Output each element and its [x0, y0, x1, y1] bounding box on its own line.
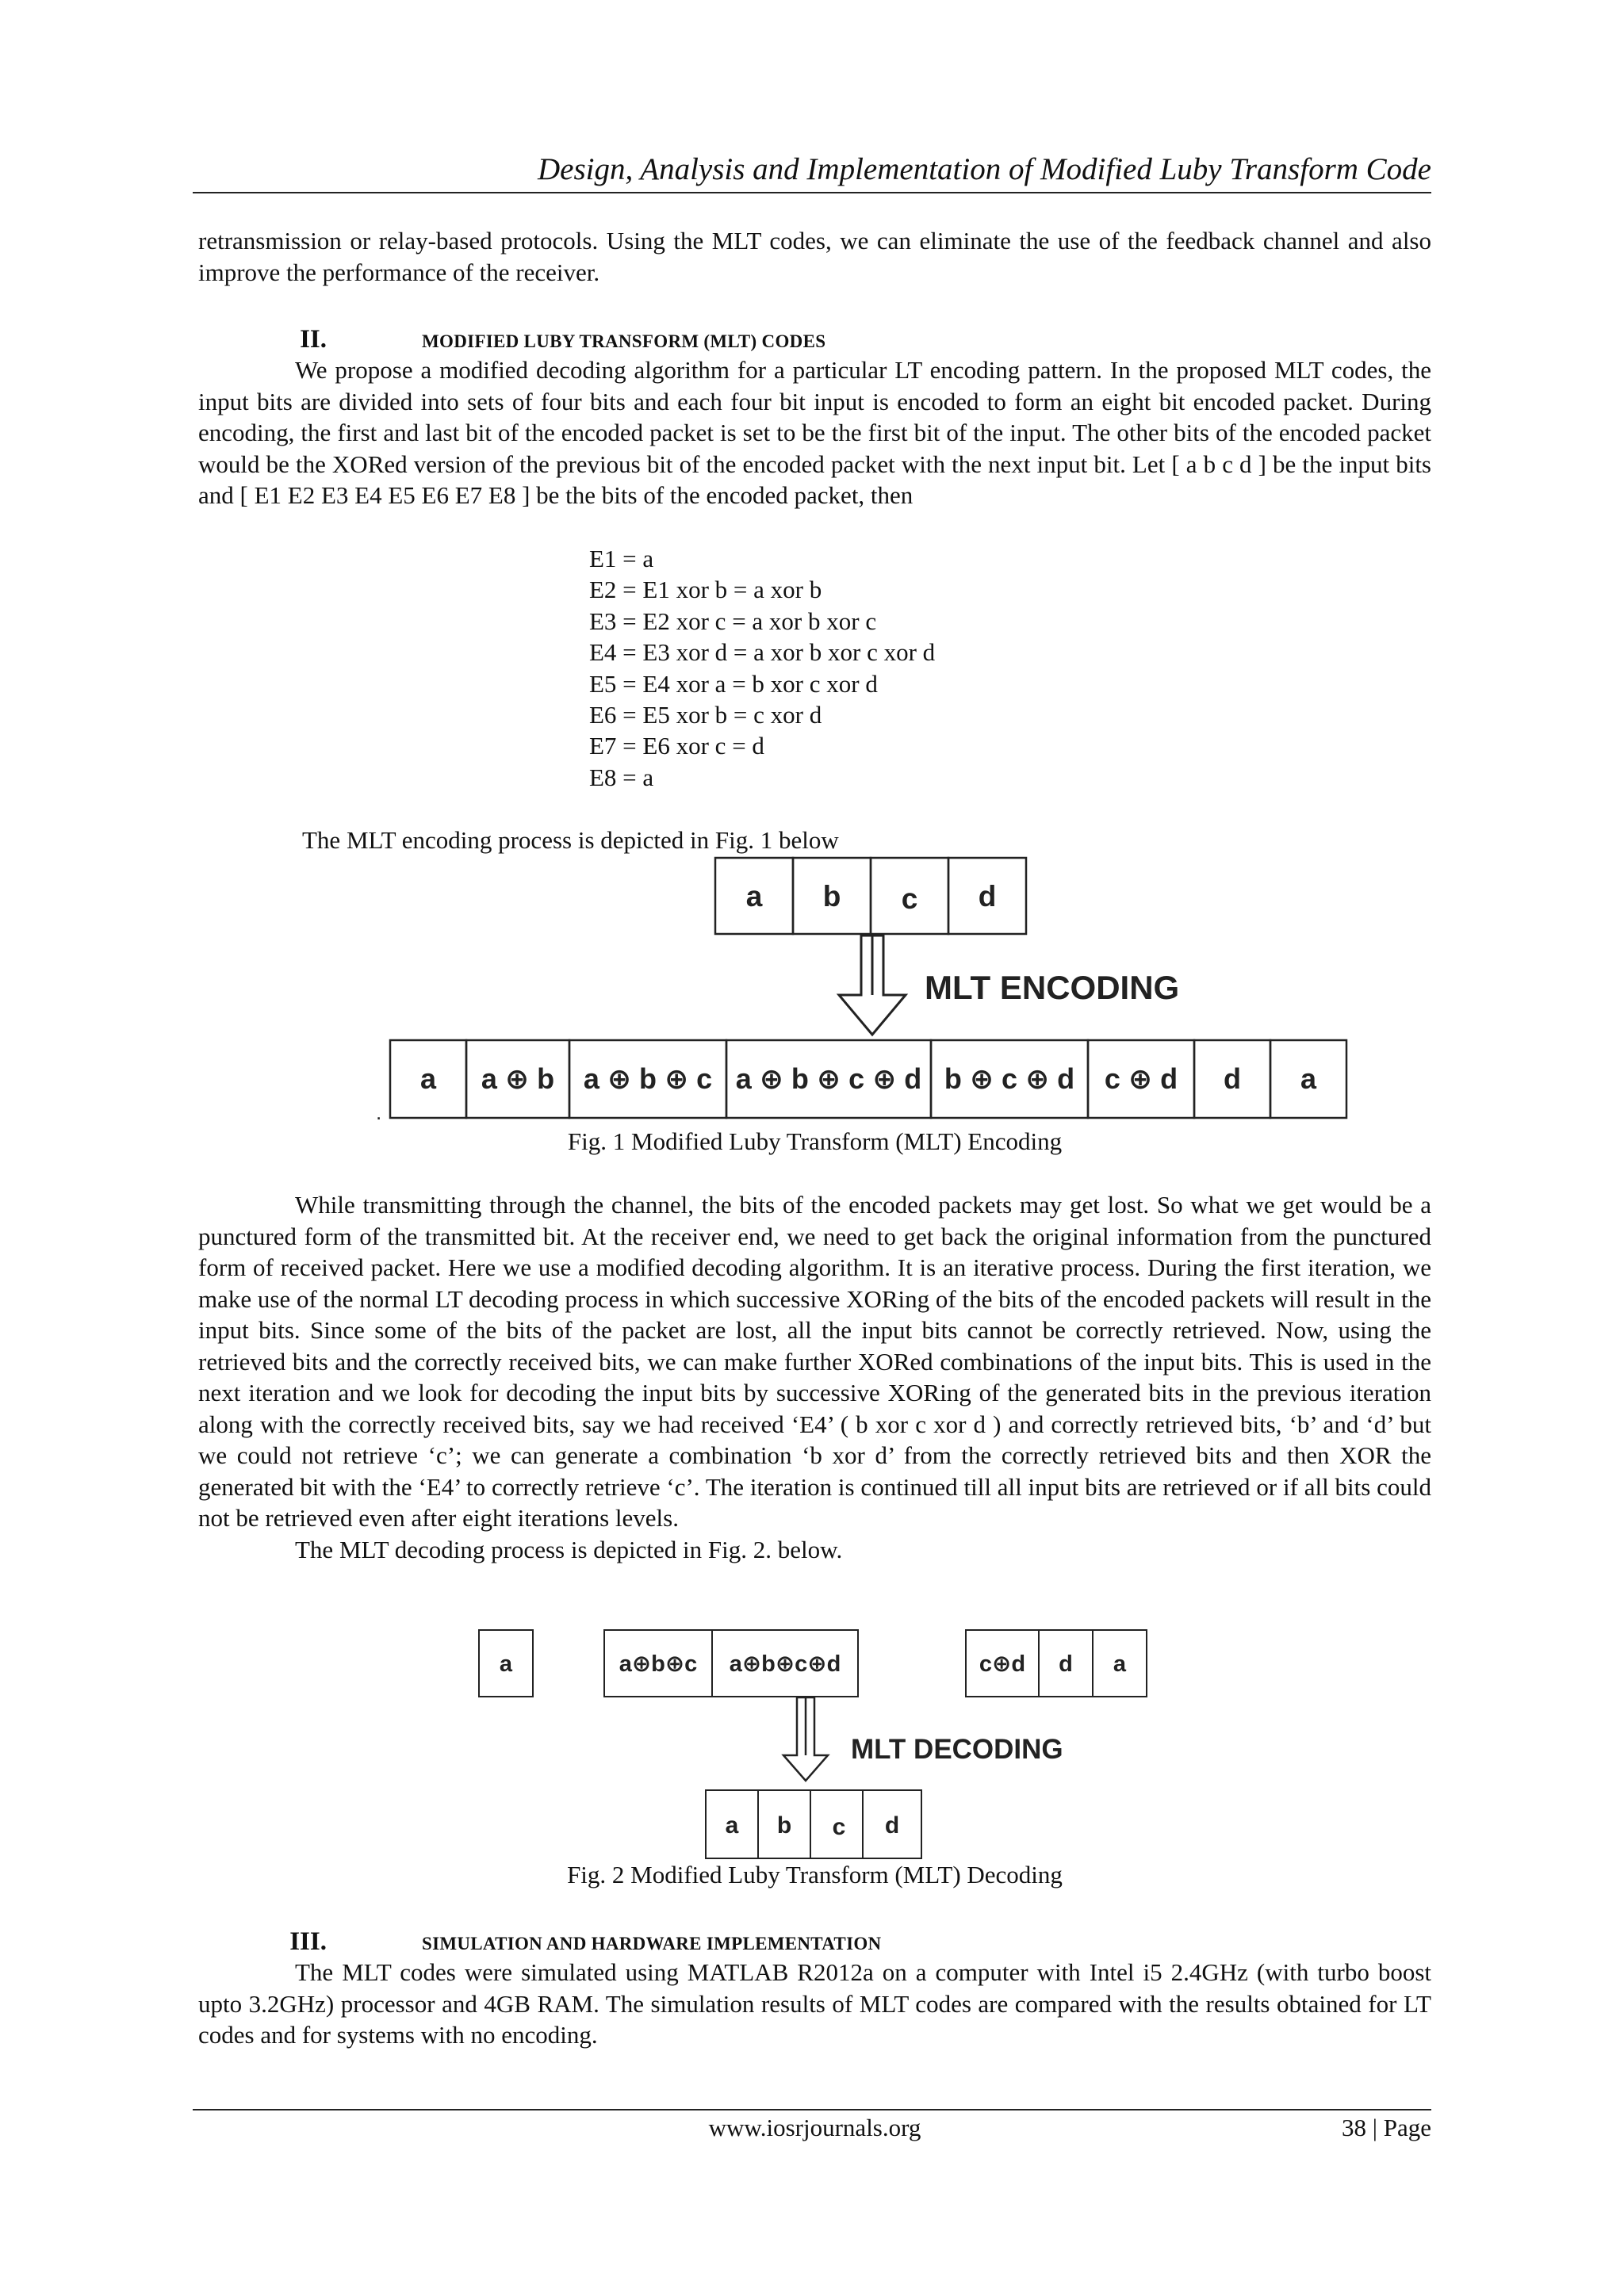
fig2-received-bit: c⊕d [979, 1651, 1026, 1677]
fig2-received-bit: a [499, 1651, 513, 1677]
fig2-decoded-bit: d [884, 1812, 900, 1839]
equation-e1: E1 = a [589, 545, 654, 572]
fig1-label: MLT ENCODING [925, 969, 1180, 1006]
fig2-decoded-bit: b [776, 1812, 792, 1839]
equation-e3: E3 = E2 xor c = a xor b xor c [589, 607, 877, 635]
fig1-input-bit: a [745, 880, 763, 913]
equation-e4: E4 = E3 xor d = a xor b xor c xor d [589, 638, 936, 667]
fig1-encoded-bit: a [1300, 1062, 1317, 1095]
section-2-text: We propose a modified decoding algorithm for a particular LT encoding pattern. In the proposed MLT codes, the input bits are divided into sets of four bits and each four bit input is encoded to form an eight bit encoded packet. During encoding, the first and last bit of the encoded packet is set to be the first bit of the input. The other bits of the encoded packet would be the XORed version of the previous bit of the encoded packet with the next input bit. Let [ a b c d ] be the input bits and [ E1 E2 E3 E4 E5 E6 E7 E8 ] be the bits of the encoded packet, then [198, 356, 1431, 509]
equation-e2: E2 = E1 xor b = a xor b [589, 576, 822, 604]
fig2-received-bit: d [1059, 1651, 1073, 1677]
footer-rule [193, 2109, 1431, 2110]
fig2-decoded-bit: a [725, 1812, 739, 1839]
equation-e8: E8 = a [589, 763, 654, 791]
fig2-received-bit: a [1113, 1651, 1127, 1677]
intro-text: retransmission or relay-based protocols. Using the MLT codes, we can eliminate the use of the feedback channel and also improve the performance of the receiver. [198, 227, 1431, 286]
fig1-encoded-bit: a [419, 1062, 437, 1095]
fig1-caption: Fig. 1 Modified Luby Transform (MLT) Encoding [567, 1127, 1063, 1155]
fig1-encoded-bit: d [1224, 1062, 1241, 1095]
fig1-encoded-bit: a ⊕ b ⊕ c ⊕ d [735, 1062, 922, 1095]
section-3-paragraph [198, 1957, 1431, 2051]
running-title: Design, Analysis and Implementation of Modified Luby Transform Code [537, 152, 1431, 186]
section-2-title: MODIFIED LUBY TRANSFORM (MLT) CODES [422, 331, 826, 351]
decoding-paragraph [198, 1189, 1431, 1565]
fig2-received-bit: a⊕b⊕c⊕d [729, 1651, 841, 1677]
fig2-caption: Fig. 2 Modified Luby Transform (MLT) Decoding [567, 1861, 1063, 1888]
fig2-label: MLT DECODING [851, 1734, 1063, 1765]
fig1-encoded-bit: b ⊕ c ⊕ d [944, 1062, 1075, 1095]
fig1-input-bit: d [978, 880, 997, 913]
decoding-text: While transmitting through the channel, the bits of the encoded packets may get lost. So what we get would be a punctured form of the transmitted bit. At the receiver end, we need to get back the original information from the punctured form of received packet. Here we use a modified decoding algorithm. It is an iterative process. During the first iteration, we make use of the normal LT decoding process in which successive XORing of the bits of the encoded packets will result in the input bits. Since some of the bits of the packet are lost, all the input bits cannot be correctly retrieved. Now, using the retrieved bits and the correctly received bits, we can make further XORed combinations of the input bits. This is used in the next iteration and we look for decoding the input bits by successive XORing of the generated bits in the previous iteration along with the correctly received bits, say we had received ‘E4’ ( b xor c xor d ) and correctly retrieved bits, ‘b’ and ‘d’ but we could not retrieve ‘c’; we can generate a combination ‘b xor d’ from the correctly retrieved bits and then XOR the generated bit with the ‘E4’ to correctly retrieve ‘c’. The iteration is continued till all input bits are retrieved or if all bits could not be retrieved even after eight iterations levels. [198, 1191, 1431, 1532]
equation-e7: E7 = E6 xor c = d [589, 732, 764, 760]
equation-e5: E5 = E4 xor a = b xor c xor d [589, 669, 878, 698]
section-3-heading [198, 1926, 881, 1959]
footer-website-link[interactable]: www.iosrjournals.org [708, 2114, 921, 2141]
equation-e6: E6 = E5 xor b = c xor d [589, 701, 822, 729]
page-number: 38 | Page [1342, 2114, 1431, 2141]
section-2-number: II. [300, 325, 327, 354]
fig1-encoded-bit: c ⊕ d [1104, 1062, 1178, 1095]
fig1-intro: The MLT encoding process is depicted in Fig. 1 below [302, 826, 839, 854]
fig2-decoded-bit: c [832, 1814, 846, 1840]
section-3-number: III. [289, 1927, 327, 1956]
fig1-encoded-bit: a ⊕ b ⊕ c [583, 1062, 713, 1095]
fig2-intro: The MLT decoding process is depicted in Fig. 2. below. [295, 1535, 843, 1563]
fig2-received-bit: a⊕b⊕c [619, 1651, 698, 1677]
fig1-encoded-bit: a ⊕ b [481, 1062, 555, 1095]
fig1-input-bit: c [901, 882, 918, 915]
fig1-stray-mark: . [376, 1100, 382, 1124]
section-3-text: The MLT codes were simulated using MATLAB R2012a on a computer with Intel i5 2.4GHz (with turbo boost upto 3.2GHz) processor and 4GB RAM. The simulation results of MLT codes are compared with the results obtained for LT codes and for systems with no encoding. [198, 1958, 1431, 2049]
fig1-input-bit: b [822, 880, 841, 913]
section-3-title: SIMULATION AND HARDWARE IMPLEMENTATION [422, 1934, 882, 1954]
